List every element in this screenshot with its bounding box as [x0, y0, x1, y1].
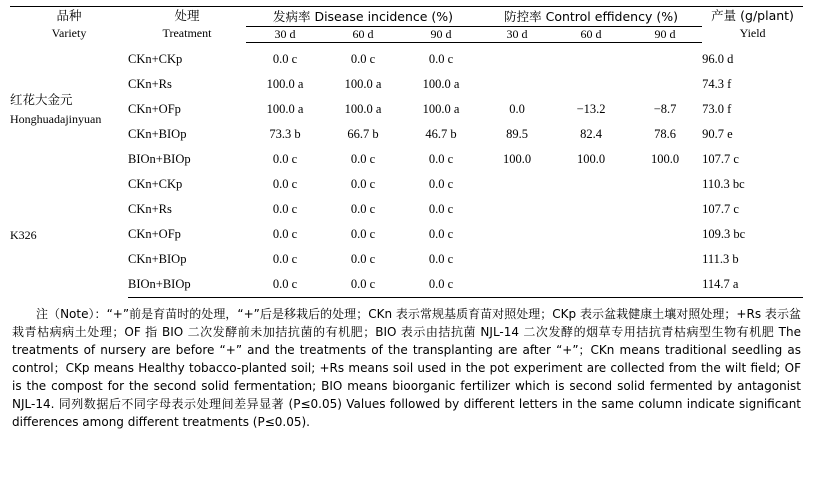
control-90d: 78.6 — [654, 127, 676, 142]
control-30d — [480, 72, 554, 97]
table-row — [10, 122, 803, 147]
control-90d — [628, 47, 702, 72]
incidence-30d: 0.0 c — [272, 152, 298, 167]
control-90d: −8.7 — [653, 102, 677, 117]
incidence-30d: 73.3 b — [269, 127, 301, 142]
header-yield — [702, 7, 803, 43]
incidence-30d: 100.0 a — [266, 77, 304, 92]
control-60d — [554, 172, 628, 197]
yield-cell: 107.7 c — [702, 152, 739, 167]
treatment-cell: CKn+OFp — [128, 227, 181, 242]
treatment-cell: CKn+CKp — [128, 52, 183, 67]
yield-cell: 107.7 c — [702, 202, 739, 217]
incidence-90d: 0.0 c — [428, 52, 454, 67]
control-60d — [554, 197, 628, 222]
incidence-60d: 0.0 c — [350, 52, 376, 67]
yield-cell: 109.3 bc — [702, 227, 746, 242]
control-60d — [554, 222, 628, 247]
yield-cell: 110.3 bc — [702, 177, 745, 192]
control-30d — [480, 272, 554, 298]
control-60d: 100.0 — [576, 152, 606, 167]
control-60d: −13.2 — [576, 102, 606, 117]
table-row — [10, 247, 803, 272]
incidence-60d: 0.0 c — [350, 202, 376, 217]
control-30d: 89.5 — [506, 127, 528, 142]
control-30d — [480, 47, 554, 72]
incidence-90d: 0.0 c — [428, 252, 454, 267]
control-30d — [480, 172, 554, 197]
yield-cell: 114.7 a — [702, 272, 803, 298]
table-row — [10, 172, 803, 197]
incidence-90d: 0.0 c — [402, 272, 480, 298]
yield-cell: 74.3 f — [702, 77, 732, 92]
incidence-60d: 0.0 c — [324, 272, 402, 298]
variety-cell-group1 — [10, 47, 128, 172]
header-control-60d: 60 d — [554, 26, 628, 42]
incidence-90d: 0.0 c — [428, 152, 454, 167]
header-treatment-en: Treatment — [162, 26, 212, 41]
header-row-main — [10, 7, 803, 27]
yield-cell: 96.0 d — [702, 52, 734, 67]
treatment-cell: BIOn+BIOp — [128, 152, 191, 167]
header-treatment — [128, 7, 246, 43]
variety-cn: K326 — [10, 227, 37, 242]
control-90d — [628, 247, 702, 272]
incidence-30d: 0.0 c — [272, 202, 298, 217]
table-row — [10, 72, 803, 97]
control-60d — [554, 247, 628, 272]
header-yield-cn: 产量 (g/plant) — [711, 8, 794, 23]
table-row — [10, 147, 803, 172]
treatment-cell: CKn+Rs — [128, 77, 172, 92]
header-variety — [10, 7, 128, 43]
control-60d — [554, 47, 628, 72]
header-treatment-cn: 处理 — [174, 8, 200, 23]
control-30d — [480, 247, 554, 272]
treatment-cell: CKn+BIOp — [128, 127, 187, 142]
control-30d: 100.0 — [502, 152, 532, 167]
control-90d — [628, 197, 702, 222]
incidence-30d: 0.0 c — [272, 52, 298, 67]
incidence-90d: 46.7 b — [425, 127, 457, 142]
header-control-efficiency: 防控率 Control effidency (%) — [480, 7, 702, 27]
control-60d — [554, 72, 628, 97]
incidence-60d: 66.7 b — [347, 127, 379, 142]
control-90d — [628, 172, 702, 197]
incidence-60d: 0.0 c — [350, 152, 376, 167]
incidence-90d: 0.0 c — [428, 227, 454, 242]
header-control-90d: 90 d — [628, 26, 702, 42]
treatment-cell: BIOn+BIOp — [128, 272, 246, 298]
treatment-cell: CKn+BIOp — [128, 252, 187, 267]
control-90d — [628, 222, 702, 247]
control-90d: 100.0 — [650, 152, 680, 167]
header-incidence-30d: 30 d — [246, 26, 324, 42]
incidence-30d: 0.0 c — [272, 227, 298, 242]
incidence-30d: 0.0 c — [272, 252, 298, 267]
incidence-60d: 0.0 c — [350, 177, 376, 192]
incidence-90d: 0.0 c — [428, 202, 454, 217]
table-row — [10, 197, 803, 222]
incidence-30d: 0.0 c — [246, 272, 324, 298]
yield-cell: 73.0 f — [702, 102, 732, 117]
results-table — [10, 6, 803, 298]
table-note: 注（Note）：“+”前是育苗时的处理，“+”后是移栽后的处理；CKn 表示常规基质育苗对照处理；CKp 表示盆栽健康土壤对照处理；+Rs 表示盆栽青枯病病土处理；OF 指 BIO 二次发酵前未加拮抗菌的有机肥；BIO 表示由拮抗菌 NJL-14 二次发酵的烟草专用拮抗青枯病型生物有机肥 The treatments of nursery are before “+” and the treatments of the transplanting are after “+”；CKn means traditional seedling as control；CKp means Healthy tobacco-planted soil; +Rs means soil used in the pot experiment are collected from the wilt field; OF is the compost for the second solid fermentation; BIO means bioorganic fertilizer which is second solid fermented by antagonist NJL-14. 同列数据后不同字母表示处理间差异显著 (P≤0.05) Values followed by different letters in the same column indicate significant differences among different treatments (P≤0.05). — [12, 307, 801, 430]
variety-en: Honghuadajinyuan — [10, 111, 102, 126]
header-incidence-60d: 60 d — [324, 26, 402, 42]
incidence-90d: 100.0 a — [422, 102, 460, 117]
variety-cn: 红花大金元 — [10, 92, 73, 108]
control-60d — [554, 272, 628, 298]
header-disease-incidence: 发病率 Disease incidence (%) — [246, 7, 480, 27]
control-30d — [480, 222, 554, 247]
table-row — [10, 222, 803, 247]
header-incidence-90d: 90 d — [402, 26, 480, 42]
yield-cell: 90.7 e — [702, 127, 733, 142]
incidence-30d: 100.0 a — [266, 102, 304, 117]
treatment-cell: CKn+Rs — [128, 202, 172, 217]
variety-cell-group2 — [10, 172, 128, 298]
header-yield-en: Yield — [739, 26, 766, 41]
incidence-60d: 100.0 a — [344, 102, 382, 117]
incidence-60d: 100.0 a — [344, 77, 382, 92]
table-body — [10, 43, 803, 298]
header-control-30d: 30 d — [480, 26, 554, 42]
header-variety-cn: 品种 — [56, 8, 82, 23]
control-90d — [628, 272, 702, 298]
treatment-cell: CKn+OFp — [128, 102, 181, 117]
incidence-60d: 0.0 c — [350, 252, 376, 267]
incidence-30d: 0.0 c — [272, 177, 298, 192]
incidence-60d: 0.0 c — [350, 227, 376, 242]
control-60d: 82.4 — [580, 127, 602, 142]
incidence-90d: 100.0 a — [422, 77, 460, 92]
control-30d: 0.0 — [509, 102, 525, 117]
yield-cell: 111.3 b — [702, 252, 739, 267]
table-row — [10, 272, 803, 298]
treatment-cell: CKn+CKp — [128, 177, 183, 192]
control-30d — [480, 197, 554, 222]
table-row — [10, 97, 803, 122]
header-variety-en: Variety — [51, 26, 87, 41]
control-90d — [628, 72, 702, 97]
incidence-90d: 0.0 c — [428, 177, 454, 192]
table-row — [10, 47, 803, 72]
